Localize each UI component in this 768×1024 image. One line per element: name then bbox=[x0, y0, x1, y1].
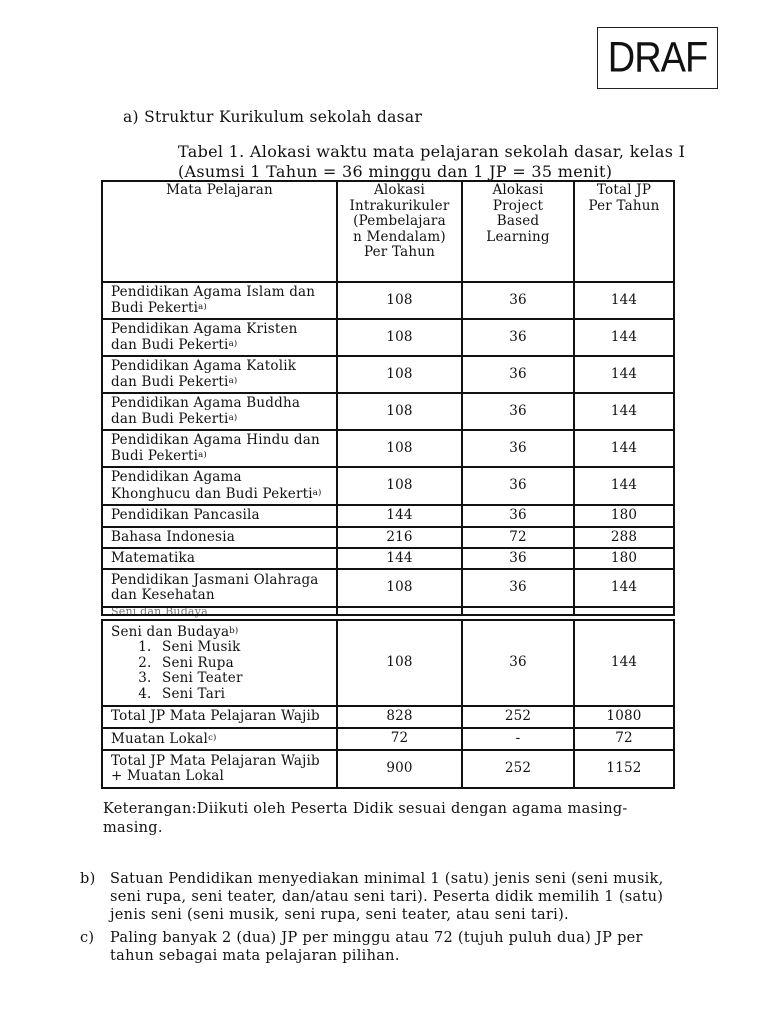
subject-line-2 bbox=[111, 374, 328, 391]
subject-text: dan Budi Pekerti bbox=[111, 374, 229, 390]
table-row-total-wajib bbox=[102, 706, 674, 728]
header-subject: Mata Pelajaran bbox=[102, 181, 337, 282]
intra-value: 216 bbox=[337, 527, 462, 548]
point-c-marker: c) bbox=[80, 930, 95, 946]
point-b-text: Satuan Pendidikan menyediakan minimal 1 (satu) jenis seni (seni musik, seni rupa, seni teater, dan/atau seni tari). Peserta didik memilih 1 (satu) jenis seni (seni musik, seni rupa, seni teater, atau seni tari). bbox=[110, 871, 664, 923]
pbl-value: 252 bbox=[462, 706, 574, 728]
total-value: 72 bbox=[574, 728, 674, 750]
subject-line-2 bbox=[111, 448, 328, 465]
total-value: 144 bbox=[574, 356, 674, 393]
subject-cell bbox=[102, 430, 337, 467]
intra-value: 108 bbox=[337, 282, 462, 319]
subject-cell bbox=[102, 467, 337, 505]
subject-line-2 bbox=[111, 337, 328, 354]
intra-value: 108 bbox=[337, 393, 462, 430]
pbl-value: 36 bbox=[462, 505, 574, 527]
header-pbl-line-3: Based bbox=[496, 213, 540, 229]
empty-cell bbox=[337, 607, 462, 615]
table-row bbox=[102, 393, 674, 430]
table-row bbox=[102, 548, 674, 569]
arts-label-line bbox=[111, 624, 328, 641]
subject-cell bbox=[102, 282, 337, 319]
header-intra-line-5: Per Tahun bbox=[363, 244, 436, 260]
subject-line-2: + Muatan Lokal bbox=[111, 768, 225, 784]
point-b-marker: b) bbox=[80, 871, 96, 887]
empty-cell bbox=[462, 607, 574, 615]
intra-value: 108 bbox=[337, 319, 462, 356]
header-pbl-line-2: Project bbox=[492, 197, 544, 214]
footnote-mark: a) bbox=[228, 339, 238, 349]
intra-value: 828 bbox=[337, 706, 462, 728]
subject-line-2 bbox=[111, 411, 328, 428]
subject-text: Khonghucu dan Budi Pekerti bbox=[111, 485, 313, 502]
subject-line-2: dan Kesehatan bbox=[111, 587, 215, 603]
pbl-value: 36 bbox=[462, 319, 574, 356]
pbl-value: 36 bbox=[462, 393, 574, 430]
pbl-value: - bbox=[462, 728, 574, 750]
intra-value: 144 bbox=[337, 505, 462, 527]
footnote-mark: a) bbox=[228, 413, 238, 423]
pbl-value: 252 bbox=[462, 750, 574, 788]
arts-label: Seni dan Budaya bbox=[111, 623, 230, 640]
subject-text: Budi Pekerti bbox=[111, 448, 199, 464]
draft-stamp bbox=[597, 27, 718, 89]
total-value: 288 bbox=[574, 527, 674, 548]
arts-option: 2. Seni Rupa bbox=[156, 656, 328, 672]
subject-text: dan Budi Pekerti bbox=[111, 337, 229, 353]
table-row bbox=[102, 319, 674, 356]
header-intra-line-2: Intrakurikuler bbox=[349, 197, 450, 214]
intra-value: 900 bbox=[337, 750, 462, 788]
allocation-table-part-2 bbox=[101, 619, 675, 789]
header-intrakurikuler bbox=[337, 181, 462, 282]
subject-line-1: Pendidikan Agama Buddha bbox=[111, 394, 301, 411]
intra-value: 108 bbox=[337, 430, 462, 467]
table-row bbox=[102, 467, 674, 505]
subject-line-1: Pendidikan Agama bbox=[111, 469, 242, 485]
subject-line-2 bbox=[111, 300, 328, 317]
footnote-mark: a) bbox=[228, 376, 238, 386]
table-row bbox=[102, 430, 674, 467]
header-intra-line-3: (Pembelajara bbox=[353, 213, 446, 229]
table-row-grand-total bbox=[102, 750, 674, 788]
table-note: Keterangan:Diikuti oleh Peserta Didik sesuai dengan agama masing-masing. bbox=[103, 801, 628, 836]
subject-cell bbox=[102, 750, 337, 788]
subject-cell: Matematika bbox=[102, 548, 337, 569]
pbl-value: 36 bbox=[462, 356, 574, 393]
intra-value: 108 bbox=[337, 620, 462, 706]
arts-option: 3. Seni Teater bbox=[156, 671, 328, 687]
pbl-value: 36 bbox=[462, 620, 574, 706]
table-row bbox=[102, 569, 674, 607]
footnote-mark: a) bbox=[198, 302, 207, 312]
section-heading: a) Struktur Kurikulum sekolah dasar bbox=[123, 108, 423, 126]
subject-line-1: Pendidikan Agama Katolik bbox=[111, 357, 297, 374]
footnote-mark: c) bbox=[208, 732, 217, 743]
subject-cell: Pendidikan Pancasila bbox=[102, 505, 337, 527]
total-value: 180 bbox=[574, 505, 674, 527]
subject-line-1: Total JP Mata Pelajaran Wajib bbox=[111, 752, 320, 769]
intra-value: 72 bbox=[337, 728, 462, 750]
point-c bbox=[80, 929, 680, 965]
pbl-value: 36 bbox=[462, 569, 574, 607]
subject-cell: Total JP Mata Pelajaran Wajib bbox=[102, 706, 337, 728]
subject-line-1: Pendidikan Jasmani Olahraga bbox=[111, 571, 319, 588]
subject-cell: Bahasa Indonesia bbox=[102, 527, 337, 548]
table-row bbox=[102, 282, 674, 319]
subject-text: Budi Pekerti bbox=[111, 300, 199, 316]
header-total-line-1: Total JP bbox=[596, 182, 652, 198]
point-c-text: Paling banyak 2 (dua) JP per minggu atau 72 (tujuh puluh dua) JP per tahun sebagai mata pelajaran pilihan. bbox=[110, 930, 643, 964]
table-caption-assumption: (Asumsi 1 Tahun = 36 minggu dan 1 JP = 35 menit) bbox=[178, 162, 613, 181]
subject-cell bbox=[102, 728, 337, 750]
subject-line-1: Pendidikan Agama Islam dan bbox=[111, 283, 316, 300]
total-value: 144 bbox=[574, 569, 674, 607]
table-caption: Tabel 1. Alokasi waktu mata pelajaran sekolah dasar, kelas I bbox=[178, 142, 686, 161]
total-value: 144 bbox=[574, 620, 674, 706]
pbl-value: 72 bbox=[462, 527, 574, 548]
total-value: 144 bbox=[574, 393, 674, 430]
subject-text: Muatan Lokal bbox=[111, 730, 209, 747]
total-value: 144 bbox=[574, 467, 674, 505]
intra-value: 144 bbox=[337, 548, 462, 569]
header-total-jp bbox=[574, 181, 674, 282]
pbl-value: 36 bbox=[462, 282, 574, 319]
subject-cell bbox=[102, 569, 337, 607]
header-intra-line-1: Alokasi bbox=[373, 182, 426, 198]
empty-cell bbox=[574, 607, 674, 615]
footnote-mark: a) bbox=[198, 450, 207, 460]
table-row bbox=[102, 527, 674, 548]
subject-line-1: Pendidikan Agama Hindu dan bbox=[111, 431, 320, 448]
header-pbl-line-1: Alokasi bbox=[492, 182, 544, 198]
total-value: 1152 bbox=[574, 750, 674, 788]
total-value: 180 bbox=[574, 548, 674, 569]
header-project-based-learning bbox=[462, 181, 574, 282]
header-total-line-2: Per Tahun bbox=[588, 197, 660, 214]
arts-subject-cell bbox=[102, 620, 337, 706]
point-b bbox=[80, 870, 680, 924]
total-value: 144 bbox=[574, 430, 674, 467]
subject-cell bbox=[102, 356, 337, 393]
table-row-arts bbox=[102, 620, 674, 706]
intra-value: 108 bbox=[337, 356, 462, 393]
pbl-value: 36 bbox=[462, 467, 574, 505]
subject-cell-cut-off bbox=[102, 605, 337, 618]
table-row bbox=[102, 356, 674, 393]
draft-stamp-label: DRAF bbox=[607, 33, 708, 81]
subject-line-2 bbox=[111, 486, 328, 503]
table-row bbox=[102, 505, 674, 527]
total-value: 144 bbox=[574, 319, 674, 356]
total-value: 1080 bbox=[574, 706, 674, 728]
allocation-table-part-1 bbox=[101, 180, 675, 616]
footnote-mark: b) bbox=[229, 625, 239, 636]
intra-value: 108 bbox=[337, 569, 462, 607]
arts-option: 4. Seni Tari bbox=[156, 687, 328, 703]
pbl-value: 36 bbox=[462, 430, 574, 467]
pbl-value: 36 bbox=[462, 548, 574, 569]
subject-cell bbox=[102, 319, 337, 356]
subject-text: dan Budi Pekerti bbox=[111, 411, 229, 427]
arts-options-list bbox=[111, 640, 328, 702]
table-row-cut-off bbox=[102, 607, 674, 615]
header-pbl-line-4: Learning bbox=[486, 228, 550, 245]
total-value: 144 bbox=[574, 282, 674, 319]
arts-option: 1. Seni Musik bbox=[156, 640, 328, 656]
subject-line-1: Pendidikan Agama Kristen bbox=[111, 320, 298, 337]
header-intra-line-4: n Mendalam) bbox=[353, 228, 446, 245]
footnote-mark: a) bbox=[312, 487, 322, 498]
intra-value: 108 bbox=[337, 467, 462, 505]
cut-off-text: Seni dan Budaya bbox=[111, 605, 208, 618]
table-row-muatan-lokal bbox=[102, 728, 674, 750]
table-header-row bbox=[102, 181, 674, 282]
subject-cell bbox=[102, 393, 337, 430]
